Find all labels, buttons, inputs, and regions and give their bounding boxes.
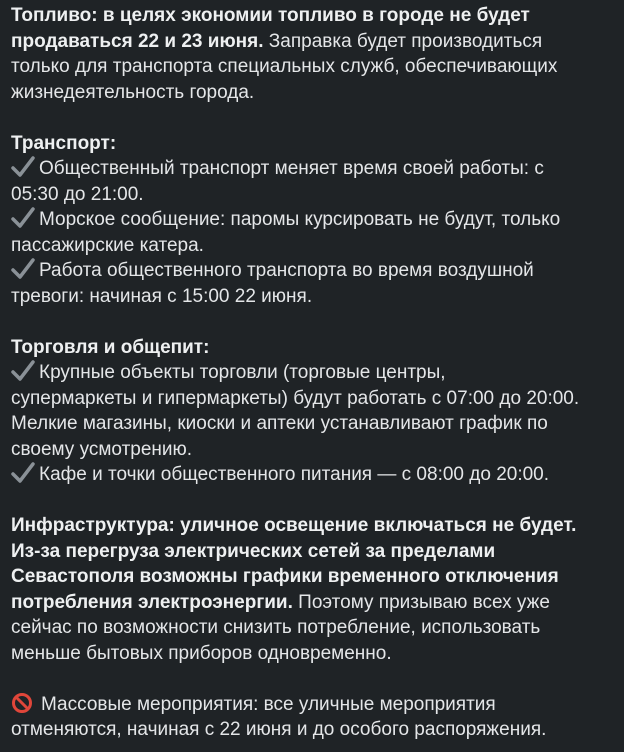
transport-section [11, 131, 614, 310]
events-text-1: Массовые мероприятия: все уличные мероприятия [41, 693, 496, 715]
infra-bold-1: Инфраструктура: уличное освещение включаться не будет. [11, 515, 577, 536]
events-section [11, 692, 614, 743]
fuel-bold-2: продаваться 22 и 23 июня. [11, 30, 264, 52]
trade-item-2-line-1 [11, 462, 614, 488]
fuel-bold-1: Топливо: в целях экономии топливо в городе не будет [11, 5, 530, 26]
infra-bold-3: Севастополя возможны графики временного отключения [11, 566, 559, 587]
infra-text-4: Поэтому призываю всех уже [292, 591, 550, 613]
trade-heading: Торговля и общепит: [11, 336, 210, 358]
check-icon [11, 156, 35, 178]
trade-item-2-text: Кафе и точки общественного питания — с 08:00 до 20:00. [39, 464, 550, 485]
transport-item-1-line-2: 05:30 до 21:00. [11, 183, 144, 205]
transport-item-3-line-2: тревоги: начиная с 15:00 22 июня. [11, 285, 313, 307]
infra-bold-2: Из-за перегруза электрических сетей за пределами [11, 540, 496, 562]
fuel-line-4: жизнедеятельность города. [11, 81, 255, 103]
trade-section [11, 335, 614, 488]
infra-bold-4: потребления электроэнергии. [11, 591, 293, 613]
transport-item-2-line-1 [11, 207, 614, 233]
check-icon [11, 462, 35, 484]
transport-item-2-text: Морское сообщение: паромы курсировать не будут, только [39, 209, 561, 230]
fuel-text-2: Заправка будет производиться [263, 30, 543, 52]
transport-item-1-line-1 [11, 156, 614, 182]
fuel-line-3: только для транспорта специальных служб, обеспечивающих [11, 56, 558, 77]
infra-line-4 [11, 590, 614, 616]
fuel-section [11, 3, 614, 105]
transport-item-2-line-2: пассажирские катера. [11, 234, 204, 256]
transport-item-3-text: Работа общественного транспорта во время воздушной [39, 260, 534, 281]
infrastructure-section [11, 513, 614, 666]
trade-item-1-line-4: своему усмотрению. [11, 438, 193, 460]
check-icon [11, 258, 35, 280]
trade-item-1-line-1 [11, 360, 614, 386]
transport-heading: Транспорт: [11, 132, 117, 154]
events-line-2: отменяются, начиная с 22 июня и до особого распоряжения. [11, 719, 547, 740]
check-icon [11, 207, 35, 229]
infra-line-6: меньше бытовых приборов одновременно. [11, 642, 392, 664]
events-line-1 [11, 692, 614, 718]
trade-item-1-line-2: супермаркеты и гипермаркеты) будут работать с 07:00 до 20:00. [11, 387, 580, 409]
fuel-line-1 [11, 3, 614, 29]
transport-item-1-text: Общественный транспорт меняет время своей работы: с [39, 158, 544, 179]
no-entry-icon [11, 692, 33, 714]
fuel-line-2 [11, 29, 614, 55]
trade-item-1-text: Крупные объекты торговли (торговые центры, [39, 362, 446, 383]
transport-item-3-line-1 [11, 258, 614, 284]
infra-line-5: сейчас по возможности снизить потребление, использовать [11, 617, 541, 638]
check-icon [11, 360, 35, 382]
trade-item-1-line-3: Мелкие магазины, киоски и аптеки устанавливают график по [11, 413, 548, 434]
